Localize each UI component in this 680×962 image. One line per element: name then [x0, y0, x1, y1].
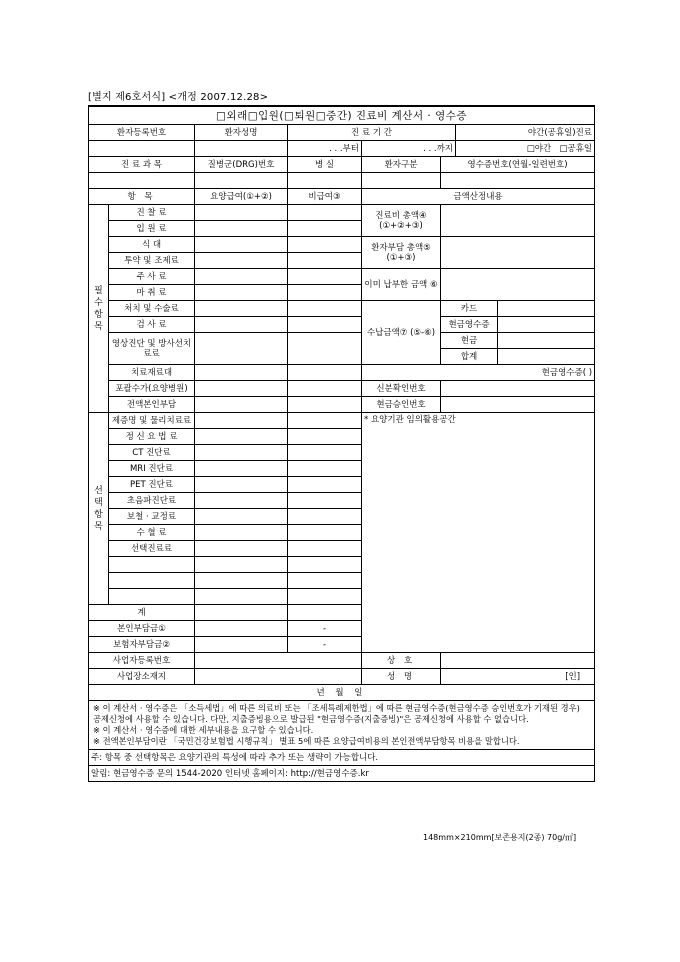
- notes-block: [89, 701, 595, 750]
- patient-reg-no-header: 환자등록번호: [89, 125, 195, 141]
- drg-header: 질병군(DRG)번호: [195, 157, 288, 173]
- noncovered-cell[interactable]: [288, 477, 362, 493]
- patient-total-label: 환자부담 총액⑤ (①+③): [362, 237, 441, 269]
- item-label: 정 신 요 법 료: [109, 429, 195, 445]
- covered-cell[interactable]: [195, 397, 288, 413]
- optional-items-label: 선 택 항 목: [89, 413, 109, 605]
- noncovered-cell[interactable]: [288, 365, 362, 381]
- noncovered-header: 비급여③: [288, 189, 362, 205]
- receipt-form-table: [88, 105, 595, 782]
- item-label: 식 대: [109, 237, 195, 253]
- noncovered-cell[interactable]: [288, 317, 362, 333]
- approval-field[interactable]: [441, 397, 595, 413]
- noncovered-cell[interactable]: [288, 205, 362, 221]
- noncovered-cell[interactable]: [288, 589, 362, 605]
- item-label: 초음파진단료: [109, 493, 195, 509]
- noncovered-cell[interactable]: [288, 253, 362, 269]
- covered-cell[interactable]: [195, 493, 288, 509]
- trade-name-field[interactable]: [441, 653, 595, 669]
- receipt-no-field[interactable]: [441, 173, 595, 189]
- insurer-pay-covered[interactable]: [195, 637, 288, 653]
- note-3: ※ 전액본인부담이란 「국민건강보험법 시행규칙」 별표 5에 따른 요양급여비용의 본인전액부담항목 비용을 말합니다.: [93, 736, 520, 746]
- noncovered-cell[interactable]: [288, 573, 362, 589]
- cash-label: 현금: [441, 333, 498, 349]
- self-pay-label: 본인부담금①: [89, 621, 195, 637]
- discharge-checkbox[interactable]: □: [284, 109, 295, 122]
- room-header: 병 실: [288, 157, 362, 173]
- item-label: 선택진료료: [109, 541, 195, 557]
- total-amount-label: 진료비 총액④ (①+②+③): [362, 205, 441, 237]
- self-pay-dash: -: [288, 621, 362, 637]
- paid-amount-label: 이미 납부한 금액 ⑥: [362, 269, 441, 301]
- covered-cell[interactable]: [195, 301, 288, 317]
- item-label: 마 취 료: [109, 285, 195, 301]
- covered-cell[interactable]: [195, 317, 288, 333]
- period-to[interactable]: . . .까지: [362, 141, 456, 157]
- noncovered-cell[interactable]: [288, 445, 362, 461]
- cash-receipt-row[interactable]: 현금영수증( ): [362, 365, 595, 381]
- night-option[interactable]: □야간: [526, 143, 552, 154]
- period-from[interactable]: . . .부터: [288, 141, 362, 157]
- note-2: ※ 이 계산서 · 영수증에 대한 세부내용을 요구할 수 있습니다.: [93, 725, 314, 735]
- total-amount-field[interactable]: [441, 205, 595, 237]
- approval-label: 현금승인번호: [362, 397, 441, 413]
- item-label: 포괄수가(요양병원): [109, 381, 195, 397]
- note-1: ※ 이 계산서 · 영수증은 「소득세법」에 따른 의료비 또는 「조세특례제한법」에 따른 현금영수증(현금영수증 승인번호가 기재된 경우) 공제신청에 사용할 수 있습니다. 다만, 지출증빙용으로 발급된 "현금영수증(지출증빙)"은 공제신청에 사용할 수 없습니다.: [93, 703, 580, 724]
- outpatient-label: 외래: [226, 109, 248, 122]
- covered-cell[interactable]: [195, 237, 288, 253]
- payment-sum-label: 합계: [441, 349, 498, 365]
- payment-sum-field[interactable]: [498, 349, 595, 365]
- patient-type-field[interactable]: [362, 173, 441, 189]
- noncovered-cell[interactable]: [288, 461, 362, 477]
- patient-name-header: 환자성명: [195, 125, 288, 141]
- insurer-pay-dash: -: [288, 637, 362, 653]
- issue-date[interactable]: 년 월 일: [89, 685, 595, 701]
- covered-cell[interactable]: [195, 525, 288, 541]
- patient-total-field[interactable]: [441, 237, 595, 269]
- covered-cell[interactable]: [195, 541, 288, 557]
- paid-amount-field[interactable]: [441, 269, 595, 301]
- inpatient-checkbox[interactable]: □: [247, 109, 259, 122]
- paper-spec: 148mm×210mm[보존용지(2종) 70g/㎡]: [423, 833, 577, 842]
- noncovered-cell[interactable]: [288, 541, 362, 557]
- covered-cell[interactable]: [195, 573, 288, 589]
- covered-cell[interactable]: [195, 205, 288, 221]
- trade-name-label: 상 호: [362, 653, 441, 669]
- noncovered-cell[interactable]: [288, 413, 362, 429]
- item-label: PET 진단료: [109, 477, 195, 493]
- covered-cell[interactable]: [195, 365, 288, 381]
- holiday-option[interactable]: □공휴일: [559, 143, 593, 154]
- covered-cell[interactable]: [195, 557, 288, 573]
- period-header: 진 료 기 간: [288, 125, 456, 141]
- outpatient-checkbox[interactable]: □: [216, 109, 227, 122]
- covered-cell[interactable]: [195, 285, 288, 301]
- business-address-label: 사업장소재지: [89, 669, 195, 685]
- inpatient-label: 입원(: [258, 109, 285, 122]
- noncovered-cell[interactable]: [288, 221, 362, 237]
- noncovered-cell[interactable]: [288, 285, 362, 301]
- card-field[interactable]: [498, 301, 595, 317]
- item-label: 주 사 료: [109, 269, 195, 285]
- card-label: 카드: [441, 301, 498, 317]
- interim-checkbox[interactable]: □: [315, 109, 327, 122]
- noncovered-cell[interactable]: [288, 397, 362, 413]
- item-label: 보철 · 교정료: [109, 509, 195, 525]
- cash-receipt-field[interactable]: [498, 317, 595, 333]
- form-title: [89, 106, 595, 125]
- optional-note: 주: 항목 중 선택항목은 요양기관의 특성에 따라 추가 또는 생략이 가능합니다.: [89, 750, 595, 766]
- free-space[interactable]: * 요양기관 임의활용공간: [362, 413, 595, 653]
- payment-amount-label: 수납금액⑦ (⑤-⑥): [362, 301, 441, 365]
- noncovered-cell[interactable]: [288, 333, 362, 365]
- sum-covered[interactable]: [195, 605, 288, 621]
- item-label-blank[interactable]: [109, 573, 195, 589]
- business-address-field[interactable]: [195, 669, 362, 685]
- patient-type-header: 환자구분: [362, 157, 441, 173]
- patient-name-field[interactable]: [195, 141, 288, 157]
- covered-cell[interactable]: [195, 413, 288, 429]
- noncovered-cell[interactable]: [288, 237, 362, 253]
- cash-field[interactable]: [498, 333, 595, 349]
- drg-field[interactable]: [195, 173, 288, 189]
- covered-header: 요양급여(①+②): [195, 189, 288, 205]
- sum-label: 계: [89, 605, 195, 621]
- noncovered-cell[interactable]: [288, 429, 362, 445]
- form-number-label: [별지 제6호서식] <개정 2007.12.28>: [88, 92, 269, 103]
- covered-cell[interactable]: [195, 333, 288, 365]
- patient-reg-no-field[interactable]: [89, 141, 195, 157]
- room-field[interactable]: [288, 173, 362, 189]
- covered-cell[interactable]: [195, 477, 288, 493]
- receipt-no-header: 영수증번호(연월-일련번호): [441, 157, 595, 173]
- item-label: 영상진단 및 방사선치료료: [109, 333, 195, 365]
- id-check-label: 신분확인번호: [362, 381, 441, 397]
- covered-cell[interactable]: [195, 445, 288, 461]
- covered-cell[interactable]: [195, 589, 288, 605]
- id-check-field[interactable]: [441, 381, 595, 397]
- rep-name-label: 성 명: [362, 669, 441, 685]
- item-label-blank[interactable]: [109, 589, 195, 605]
- noncovered-cell[interactable]: [288, 301, 362, 317]
- insurer-pay-label: 보험자부담금②: [89, 637, 195, 653]
- covered-cell[interactable]: [195, 461, 288, 477]
- noncovered-cell[interactable]: [288, 269, 362, 285]
- business-reg-no-field[interactable]: [195, 653, 362, 669]
- covered-cell[interactable]: [195, 269, 288, 285]
- covered-cell[interactable]: [195, 429, 288, 445]
- covered-cell[interactable]: [195, 381, 288, 397]
- night-holiday-header: 야간(공휴일)진료: [456, 125, 595, 141]
- business-reg-no-label: 사업자등록번호: [89, 653, 195, 669]
- item-label: 투약 및 조제료: [109, 253, 195, 269]
- self-pay-covered[interactable]: [195, 621, 288, 637]
- item-label: 처치 및 수술료: [109, 301, 195, 317]
- item-label: 진 찰 료: [109, 205, 195, 221]
- item-label: 제증명 및 물리치료료: [109, 413, 195, 429]
- info-line: 알림: 현금영수증 문의 1544-2020 인터넷 홈페이지: http://현금영수증.kr: [89, 766, 595, 782]
- item-label: MRI 진단료: [109, 461, 195, 477]
- dept-header: 진 료 과 목: [89, 157, 195, 173]
- required-items-label: 필 수 항 목: [89, 205, 109, 413]
- noncovered-cell[interactable]: [288, 557, 362, 573]
- seal-mark[interactable]: [인]: [441, 669, 595, 685]
- discharge-label: 퇴원: [294, 109, 316, 122]
- item-label: 수 혈 료: [109, 525, 195, 541]
- item-label: 검 사 료: [109, 317, 195, 333]
- dept-field[interactable]: [89, 173, 195, 189]
- item-header: 항 목: [89, 189, 195, 205]
- covered-cell[interactable]: [195, 221, 288, 237]
- calc-header: 금액산정내용: [362, 189, 595, 205]
- night-holiday-options[interactable]: [456, 141, 595, 157]
- noncovered-cell[interactable]: [288, 509, 362, 525]
- item-label: CT 진단료: [109, 445, 195, 461]
- title-text: 중간) 진료비 계산서 · 영수증: [326, 109, 468, 122]
- covered-cell[interactable]: [195, 509, 288, 525]
- noncovered-cell[interactable]: [288, 525, 362, 541]
- covered-cell[interactable]: [195, 253, 288, 269]
- cash-receipt-label: 현금영수증: [441, 317, 498, 333]
- item-label: 치료재료대: [109, 365, 195, 381]
- item-label: 전액본인부담: [109, 397, 195, 413]
- item-label: 입 원 료: [109, 221, 195, 237]
- noncovered-cell[interactable]: [288, 381, 362, 397]
- item-label-blank[interactable]: [109, 557, 195, 573]
- sum-noncovered[interactable]: [288, 605, 362, 621]
- noncovered-cell[interactable]: [288, 493, 362, 509]
